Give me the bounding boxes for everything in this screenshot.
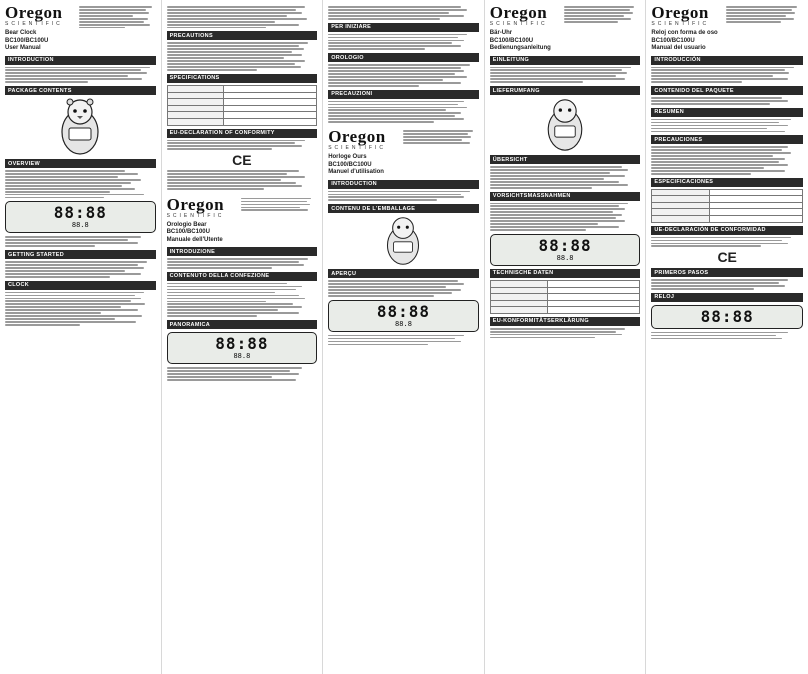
text-block [167,258,318,269]
manual-label: User Manual [5,45,41,51]
ce-mark: CE [232,152,252,169]
spec-table [167,85,318,126]
section-header: UE-DECLARACIÓN DE CONFORMIDAD [651,226,803,235]
text-block [651,332,803,340]
section-header: INTRODUCCIÓN [651,56,803,65]
product-model: BC100/BC100U [5,37,49,44]
section-header: TECHNISCHE DATEN [490,269,641,278]
section-header: CONTENUTO DELLA CONFEZIONE [167,272,318,281]
lcd-display-illustration [167,332,318,364]
text-block [651,237,803,248]
brand-logo: Oregon [328,127,386,147]
lcd-secondary: 88.8 [233,352,251,361]
lcd-time: 88:88 [215,334,269,354]
brand-subtitle: SCIENTIFIC [5,21,63,27]
section-header: INTRODUZIONE [167,247,318,256]
text-block [564,6,640,23]
text-block [726,6,803,23]
text-block [328,34,479,51]
brand-logo: Oregon [489,3,548,22]
manual-label: Bedienungsanleitung [489,45,551,51]
lcd-secondary: 88.8 [71,221,89,230]
text-block [5,236,156,247]
manual-column-fr [323,0,485,674]
lcd-secondary: 88.8 [395,319,412,328]
section-header: PRIMEROS PASOS [651,268,803,277]
product-title: Orologio Bear [166,221,207,228]
section-header: PER INIZIARE [328,23,479,32]
cover-block [651,4,803,53]
section-header: ÜBERSICHT [490,155,641,164]
brand-subtitle: SCIENTIFIC [651,21,710,27]
section-header: GETTING STARTED [5,250,156,259]
brand-subtitle: SCIENTIFIC [166,212,225,219]
text-block [490,166,641,188]
section-header: OVERVIEW [5,159,156,168]
product-model: BC100/BC100U [651,37,695,44]
product-model: BC100/BC100U [489,37,534,44]
text-block [167,140,318,151]
lcd-time: 88:88 [538,235,592,255]
bear-clock-illustration [57,98,103,156]
bear-clock-illustration [383,216,423,266]
section-header: APERÇU [328,269,479,278]
section-header: INTRODUCTION [5,56,156,65]
product-title: Bear Clock [5,30,37,36]
product-title: Reloj con forma de oso [651,30,718,36]
spec-table [651,189,803,223]
lcd-time: 88:88 [53,203,107,223]
text-block [490,203,641,231]
text-block [167,170,318,190]
text-block [328,191,479,202]
section-header: OROLOGIO [328,53,479,62]
manual-label: Manual del usuario [651,45,706,51]
lcd-display-illustration [651,305,803,329]
text-block [651,97,803,105]
section-header: INTRODUCTION [328,180,479,189]
lcd-display-illustration [5,201,156,233]
lcd-secondary: 88.8 [556,253,574,262]
section-header: ESPECIFICACIONES [651,178,803,187]
product-model: BC100/BC100U [328,161,372,168]
section-header: PACKAGE CONTENTS [5,86,156,95]
product-model: BC100/BC100U [166,229,210,236]
bear-clock-illustration [543,98,587,152]
text-block [5,261,156,278]
text-block [5,170,156,198]
text-block [328,280,479,297]
brand-logo: Oregon [651,3,709,22]
section-header: CLOCK [5,281,156,290]
lcd-time: 88:88 [700,306,754,326]
section-header: PRECAUZIONI [328,90,479,99]
manual-label: Manuale dell'Utente [166,236,223,243]
section-header: PRECAUCIONES [651,135,803,144]
text-block [403,130,479,144]
section-header: LIEFERUMFANG [490,86,641,95]
text-block [328,101,479,123]
text-block [490,67,641,84]
lcd-time: 88:88 [376,301,431,321]
text-block [5,292,156,326]
cover-block [490,4,641,53]
text-block [651,119,803,133]
lcd-display-illustration [490,234,641,266]
section-header: RESUMEN [651,108,803,117]
section-header: VORSICHTSMASSNAHMEN [490,192,641,201]
section-header: EU-KONFORMITÄTSERKLÄRUNG [490,317,641,326]
cover-block [328,128,479,177]
text-block [167,6,318,28]
text-block [651,146,803,174]
section-header: CONTENU DE L'EMBALLAGE [328,204,479,213]
product-title: Bär-Uhr [489,30,513,36]
section-header: PANORAMICA [167,320,318,329]
section-header: RELOJ [651,293,803,302]
text-block [651,279,803,290]
manual-column-en [0,0,162,674]
ce-mark: CE [717,249,737,266]
text-block [328,64,479,86]
text-block [241,198,317,212]
spec-table [490,280,641,314]
text-block [328,335,479,346]
section-header: CONTENIDO DEL PAQUETE [651,86,803,95]
text-block [328,6,479,20]
cover-block [5,4,156,53]
text-block [167,42,318,70]
text-block [651,67,803,84]
text-block [490,328,641,339]
product-title: Horloge Ours [328,154,367,161]
manual-column-it [162,0,324,674]
section-header: SPECIFICATIONS [167,74,318,83]
lcd-display-illustration [328,300,479,332]
text-block [167,283,318,317]
section-header: EU-DECLARATION OF CONFORMITY [167,129,318,138]
manual-column-es [646,0,808,674]
brand-logo: Oregon [166,194,225,214]
text-block [5,67,156,84]
text-block [167,367,318,381]
manual-label: Manuel d'utilisation [328,169,384,176]
text-block [79,6,155,28]
brand-logo: Oregon [5,3,63,22]
manual-column-de [485,0,647,674]
section-header: PRECAUTIONS [167,31,318,40]
brand-subtitle: SCIENTIFIC [328,145,386,152]
cover-block [167,196,318,245]
section-header: EINLEITUNG [490,56,641,65]
brand-subtitle: SCIENTIFIC [489,21,548,27]
